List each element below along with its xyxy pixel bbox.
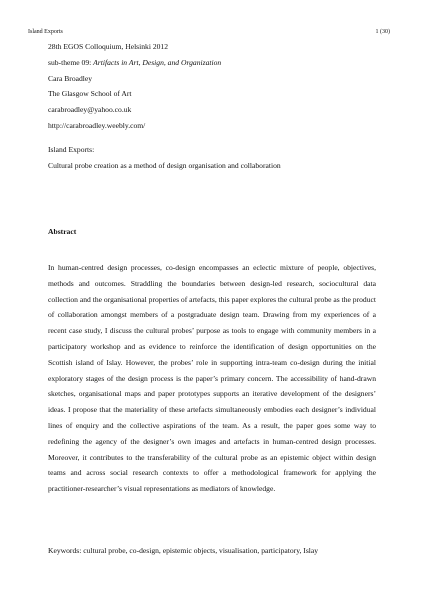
keywords-line: Keywords: cultural probe, co-design, epistemic objects, visualisation, participatory, Islay	[48, 546, 319, 555]
subtheme-title: Artifacts in Art, Design, and Organization	[93, 57, 222, 67]
front-matter	[48, 42, 388, 177]
running-title: Island Exports	[28, 29, 63, 35]
running-header	[28, 28, 396, 36]
author-website: http://carabroadley.weebly.com/	[48, 120, 146, 130]
author-email: carabroadley@yahoo.co.uk	[48, 105, 132, 115]
author-name: Cara Broadley	[48, 73, 93, 83]
paper-title: Island Exports:	[48, 144, 95, 154]
abstract-heading: Abstract	[48, 227, 77, 236]
page-number: 1 (30)	[375, 29, 390, 35]
author-institution: The Glasgow School of Art	[48, 89, 132, 99]
subtheme-prefix: sub-theme 09:	[48, 57, 94, 67]
paper-subtitle: Cultural probe creation as a method of design organisation and collaboration	[48, 160, 281, 170]
subtheme-line	[48, 58, 388, 68]
abstract-body: In human-centred design processes, co-design encompasses an eclectic mixture of people, objectives, methods and outcomes. Straddling the boundaries between design-led research, sociocultural data collection and the organisational properties of artefacts, this paper explores the cultural probe as the product of collaboration amongst members of a postgraduate design team. Drawing from my experiences of a recent case study, I discuss the cultural probes’ purpose as tools to engage with community members in a participatory workshop and as evidence to reinforce the identification of design opportunities on the Scottish island of Islay. However, the probes’ role in supporting intra-team co-design during the initial exploratory stages of the design process is the paper’s primary concern. The accessibility of hand-drawn sketches, organisational maps and paper prototypes supports an iterative development of the designers’ ideas. I propose that the materiality of these artefacts simultaneously embodies each designer’s individual lines of enquiry and the collective aspirations of the team. As a result, the paper goes some way to redefining the agency of the designer’s own images and artefacts in human-centred design processes. Moreover, it contributes to the transferability of the cultural probe as an epistemic object within design teams and across social research contexts to offer a methodological framework for applying the practitioner-researcher’s visual representations as mediators of knowledge.	[48, 263, 376, 494]
conference-line: 28th EGOS Colloquium, Helsinki 2012	[48, 42, 169, 51]
